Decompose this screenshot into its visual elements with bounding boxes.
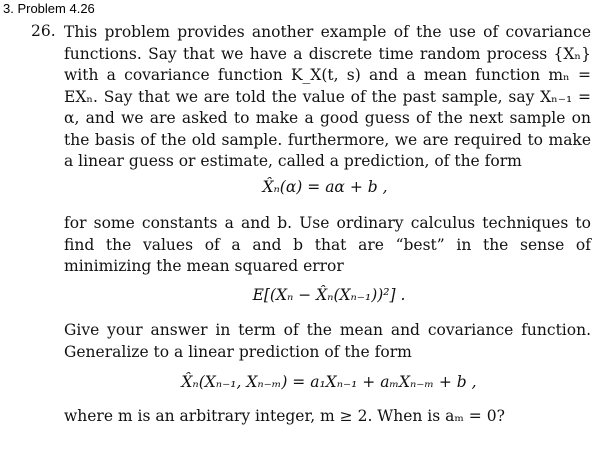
generalized-prediction-equation: X̂ₙ(Xₙ₋₁, Xₙ₋ₘ) = a₁Xₙ₋₁ + aₘXₙ₋ₘ + b , xyxy=(181,373,477,391)
problem-number: 26. xyxy=(31,22,56,40)
problem-last-line: where m is an arbitrary integer, m ≥ 2. When is aₘ = 0? xyxy=(64,407,505,425)
problem-paragraph-1: This problem provides another example of the use of covariance functions. Say that we have a discrete time random process {Xₙ} with a covariance function K_X(t, s) and a mean function mₙ = EXₙ. Say that we are told the value of the past sample, say Xₙ₋₁ = α, and we are asked to make a good guess of the next sample on the basis of the old sample. furthermore, we are required to make a linear guess or estimate, called a prediction, of the form xyxy=(64,23,591,170)
problem-paragraph-3: Give your answer in term of the mean and covariance function. Generalize to a linear prediction of the form xyxy=(64,321,591,361)
prediction-equation: X̂ₙ(α) = aα + b , xyxy=(262,178,388,196)
mean-squared-error-equation: E[(Xₙ − X̂ₙ(Xₙ₋₁))²] . xyxy=(252,286,406,304)
problem-heading: 3. Problem 4.26 xyxy=(3,1,95,16)
problem-paragraph-2: for some constants a and b. Use ordinary calculus techniques to find the values of a and b that are “best” in the sense of minimizing the mean squared error xyxy=(64,214,591,275)
